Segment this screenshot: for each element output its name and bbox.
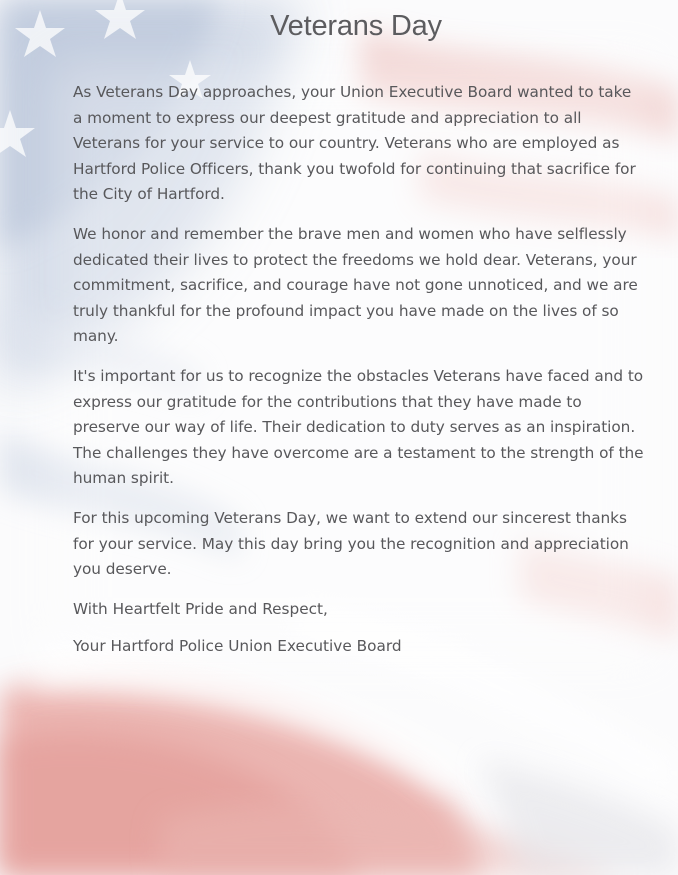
- paragraph-1: As Veterans Day approaches, your Union Executive Board wanted to take a moment to express our deepest gratitude and appreciation to all Veterans for your service to our country. Veterans who are employed as Hartford Police Officers, thank you twofold for continuing that sacrifice for the City of Hartford.: [73, 83, 636, 204]
- paragraph-3: It's important for us to recognize the obstacles Veterans have faced and to express our gratitude for the contributions that they have made to preserve our way of life. Their dedication to duty serves as an inspiration. The challenges they have overcome are a testament to the strength of the human spirit.: [73, 366, 644, 488]
- paragraph-2: We honor and remember the brave men and women who have selflessly dedicated their lives to protect the freedoms we hold dear. Veterans, your commitment, sacrifice, and courage have not gone unnoticed, and we are truly thankful for the profound impact you have made on the lives of so many.: [73, 224, 638, 346]
- paragraph-4: For this upcoming Veterans Day, we want to extend our sincerest thanks for your service. May this day bring you the recognition and appreciation you deserve.: [73, 508, 629, 579]
- signature-line: Your Hartford Police Union Executive Board: [73, 637, 402, 656]
- closing-line: With Heartfelt Pride and Respect,: [73, 599, 328, 618]
- letter-body: [73, 80, 645, 672]
- page-title: Veterans Day: [270, 10, 442, 42]
